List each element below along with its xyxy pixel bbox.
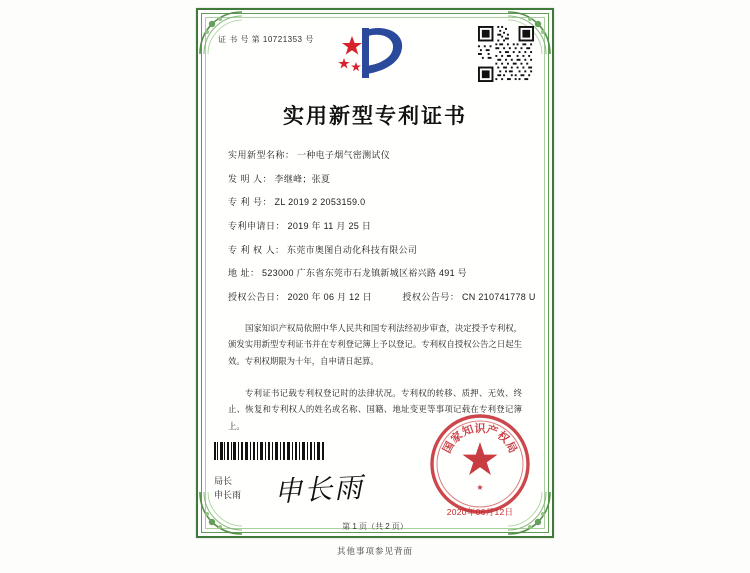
- grant-number-value: CN 210741778 U: [461, 292, 536, 303]
- field-patent-number: [228, 197, 526, 209]
- field-label: 专 利 权 人：: [228, 244, 285, 255]
- official-seal-icon: [428, 412, 532, 516]
- grant-date-value: 2020 年 06 月 12 日: [287, 292, 372, 303]
- seal-date: 2020年06月12日: [446, 507, 514, 517]
- handwritten-signature: 申长雨: [273, 472, 365, 509]
- field-label: 专利申请日：: [228, 221, 286, 232]
- page-number-footer: 第 1 页（共 2 页）: [342, 522, 408, 531]
- barcode-icon: [214, 442, 326, 460]
- field-value: 李继峰；张夏: [274, 173, 331, 184]
- field-grant-announcement: [228, 292, 536, 304]
- svg-text:知: 知: [460, 422, 476, 439]
- field-label: 专 利 号：: [228, 197, 273, 208]
- field-value: 523000 广东省东莞市石龙镇新城区裕兴路 491 号: [262, 268, 467, 279]
- grant-number-label: 授权公告号：: [402, 292, 460, 303]
- svg-text:国: 国: [440, 439, 457, 456]
- director-block: [214, 475, 241, 502]
- certificate-header: [214, 22, 536, 94]
- field-value: 一种电子烟气密测试仪: [297, 150, 391, 160]
- field-label: 发 明 人：: [228, 173, 273, 184]
- svg-text:权: 权: [494, 428, 512, 446]
- certificate-fields: [214, 150, 536, 304]
- certificate-number-line: [218, 34, 314, 45]
- field-patentee: [228, 245, 526, 257]
- cnipa-logo-icon: [336, 22, 414, 84]
- svg-text:局: 局: [503, 439, 520, 456]
- grant-date-label: 授权公告日：: [228, 292, 286, 303]
- certificate-sheet: [196, 8, 554, 538]
- field-application-date: [228, 221, 526, 233]
- svg-text:识: 识: [474, 422, 486, 435]
- certificate-number-value: 10721353 号: [262, 35, 314, 44]
- paragraph-legal-1: 国家知识产权局依照中华人民共和国专利法经初步审查，决定授予专利权，颁发实用新型专利证书并在专利登记簿上予以登记。专利权自授权公告之日起生效。专利权期限为十年，自申请日起算。: [228, 322, 522, 366]
- field-value: 2019 年 11 月 25 日: [287, 221, 372, 232]
- bottom-note: 其他事项参见背面: [336, 546, 413, 556]
- paragraph-legal-2: 专利证书记载专利权登记时的法律状况。专利权的转移、质押、无效、终止、恢复和专利权人的姓名或名称、国籍、地址变更等事项记载在专利登记簿上。: [228, 387, 522, 431]
- qr-code-icon: [478, 26, 534, 82]
- page-title: 实用新型专利证书: [283, 104, 467, 128]
- director-label: 局长: [214, 476, 233, 486]
- field-value: ZL 2019 2 2053159.0: [274, 197, 366, 208]
- field-label: 地 址：: [228, 268, 260, 279]
- field-utility-model-name: [228, 150, 526, 162]
- field-label: 实用新型名称：: [228, 150, 295, 160]
- field-value: 东莞市奥图自动化科技有限公司: [287, 244, 418, 255]
- field-inventors: [228, 174, 526, 186]
- svg-text:产: 产: [484, 422, 500, 439]
- field-address: [228, 268, 526, 280]
- certificate-number-label: 证 书 号 第: [218, 35, 261, 44]
- svg-text:★: ★: [476, 483, 484, 492]
- director-name: 申长雨: [214, 489, 242, 500]
- svg-text:家: 家: [448, 428, 466, 446]
